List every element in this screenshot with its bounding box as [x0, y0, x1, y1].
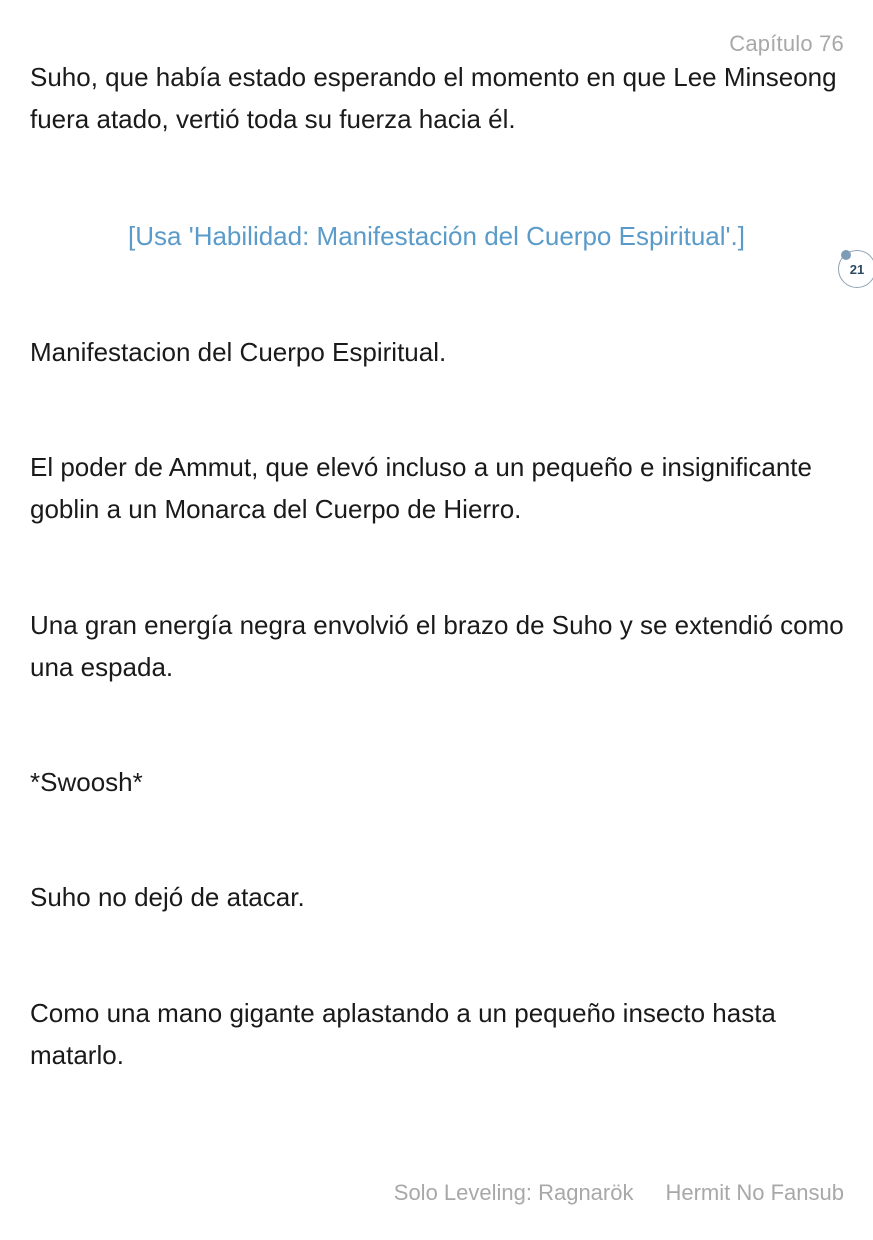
chapter-label: Capítulo 76	[729, 31, 844, 56]
paragraph-6: Suho no dejó de atacar.	[30, 882, 305, 912]
paragraph-1: Suho, que había estado esperando el momento en que Lee Minseong fuera atado, vertió toda su fuerza hacia él.	[30, 62, 837, 134]
page-number: 21	[849, 261, 865, 277]
paragraph-3: El poder de Ammut, que elevó incluso a un pequeño e insignificante goblin a un Monarca del Cuerpo de Hierro.	[30, 452, 812, 524]
system-message: [Usa 'Habilidad: Manifestación del Cuerpo Espiritual'.]	[128, 221, 745, 251]
page-indicator-dot	[841, 250, 851, 260]
paragraph-4: Una gran energía negra envolvió el brazo de Suho y se extendió como una espada.	[30, 610, 844, 682]
footer-group: Hermit No Fansub	[665, 1180, 844, 1205]
paragraph-2: Manifestacion del Cuerpo Espiritual.	[30, 337, 447, 367]
paragraph-5: *Swoosh*	[30, 767, 143, 797]
footer	[394, 1180, 844, 1206]
paragraph-7: Como una mano gigante aplastando a un pequeño insecto hasta matarlo.	[30, 998, 776, 1070]
footer-series: Solo Leveling: Ragnarök	[393, 1180, 634, 1205]
